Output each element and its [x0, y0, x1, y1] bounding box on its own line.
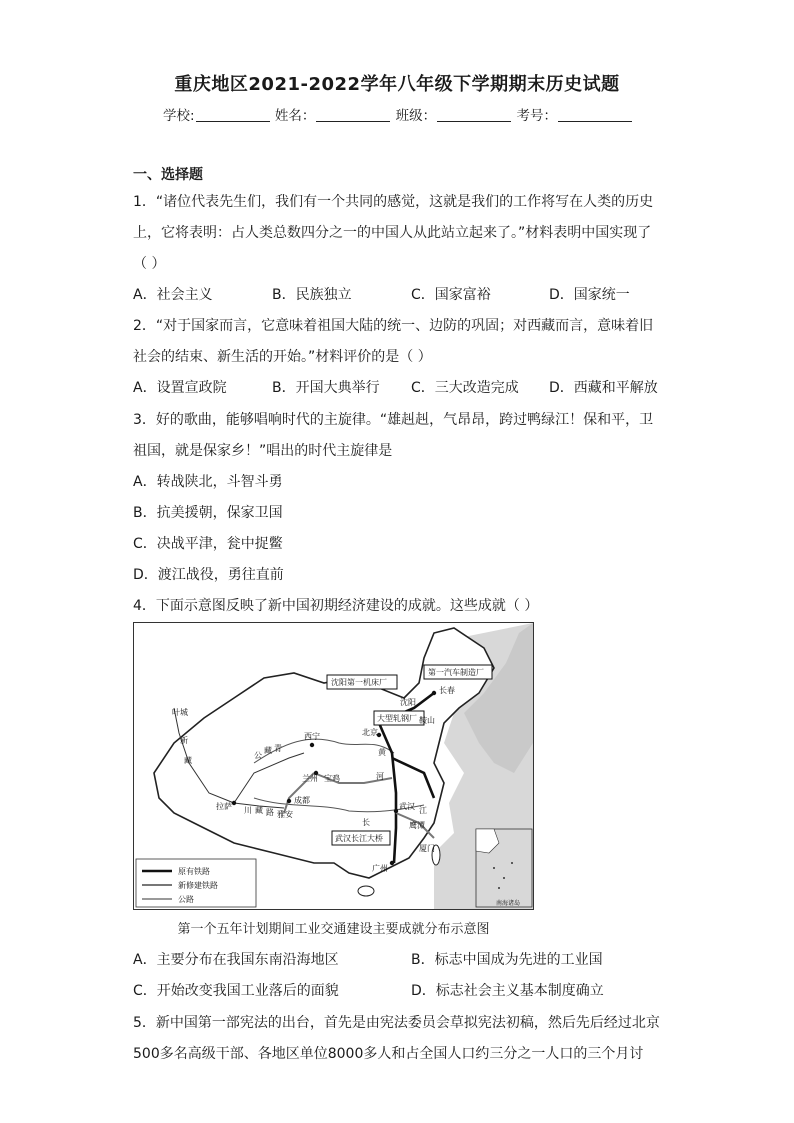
- box-wuhan-yangtze-bridge: [332, 831, 390, 845]
- q1-line-3: （ ）: [133, 256, 166, 272]
- q4-line-1: 4．下面示意图反映了新中国初期经济建设的成就。这些成就（ ）: [133, 598, 539, 614]
- q1-line-1: 1．“诸位代表先生们，我们有一个共同的感觉，这就是我们的工作将写在人类的历史: [133, 194, 654, 210]
- city-lhasa: 拉萨: [216, 802, 232, 811]
- area-char-4: 江: [419, 806, 427, 815]
- legend-old-railway: 原有铁路: [178, 867, 210, 876]
- city-wuhan: 武汉: [399, 802, 415, 811]
- q2-option-d[interactable]: D．西藏和平解放: [549, 380, 658, 396]
- name-label: 姓名：: [274, 108, 316, 124]
- city-beijing: 北京: [362, 728, 378, 737]
- q4-option-c[interactable]: C．开始改变我国工业落后的面貌: [133, 983, 339, 999]
- q2-line-1: 2．“对于国家而言，它意味着祖国大陆的统一、边防的巩固；对西藏而言，意味着旧: [133, 318, 654, 334]
- q1-option-c[interactable]: C．国家富裕: [411, 287, 491, 303]
- city-chengdu: 成都: [294, 796, 310, 805]
- q3-option-d[interactable]: D．渡江战役，勇往直前: [133, 567, 284, 583]
- q5-line-2: 500多名高级干部、各地区单位8000多人和占全国人口约三分之一人口的三个月讨: [133, 1046, 644, 1062]
- q2-line-2: 社会的结束、新生活的开始。”材料评价的是（ ）: [133, 349, 432, 365]
- q3-option-b[interactable]: B．抗美援朝，保家卫国: [133, 505, 283, 521]
- q4-option-d[interactable]: D．标志社会主义基本制度确立: [411, 983, 604, 999]
- road-char-6: 藏: [264, 746, 272, 755]
- number-field[interactable]: [558, 107, 632, 122]
- road-char-7: 新: [180, 736, 188, 745]
- label-steel-rolling-mill: 大型轧钢厂: [377, 714, 417, 723]
- q5-line-1: 5．新中国第一部宪法的出台，首先是由宪法委员会草拟宪法初稿，然后先后经过北京: [133, 1015, 660, 1031]
- q3-option-c[interactable]: C．决战平津，瓮中捉鳖: [133, 536, 283, 552]
- map-legend: [136, 859, 256, 907]
- legend-road: 公路: [178, 895, 194, 904]
- q3-option-a[interactable]: A．转战陕北，斗智斗勇: [133, 474, 283, 490]
- city-yecheng: 叶城: [172, 708, 188, 717]
- q2-option-a[interactable]: A．设置宣政院: [133, 380, 227, 396]
- road-char-5: 青: [274, 744, 282, 753]
- area-char-3: 长: [362, 818, 370, 827]
- city-changchun: 长春: [439, 686, 455, 695]
- label-first-auto-factory: 第一汽车制造厂: [428, 668, 484, 677]
- q1-option-a[interactable]: A．社会主义: [133, 287, 213, 303]
- exam-title: 重庆地区2021-2022学年八年级下学期期末历史试题: [174, 74, 620, 95]
- class-field[interactable]: [437, 107, 511, 122]
- map-caption: 第一个五年计划期间工业交通建设主要成就分布示意图: [177, 922, 490, 937]
- city-dot-changchun: [432, 691, 436, 695]
- map-graphic: [134, 623, 533, 909]
- student-info-line: [0, 104, 794, 124]
- q2-option-c[interactable]: C．三大改造完成: [411, 380, 519, 396]
- city-dot-wuhan: [394, 809, 398, 813]
- city-lanzhou: 兰州: [302, 774, 318, 783]
- first-five-year-plan-map: [133, 622, 534, 910]
- city-guangzhou: 广州: [372, 864, 388, 873]
- city-xining: 西宁: [304, 732, 320, 741]
- q3-line-2: 祖国，就是保家乡！”唱出的时代主旋律是: [133, 443, 393, 459]
- q4-option-b[interactable]: B．标志中国成为先进的工业国: [411, 952, 603, 968]
- q3-line-1: 3．好的歌曲，能够唱响时代的主旋律。“雄赳赳，气昂昂，跨过鸭绿江！保和平，卫: [133, 412, 654, 428]
- area-char-1: 黄: [378, 748, 386, 757]
- legend-new-railway: 新修建铁路: [178, 881, 218, 890]
- box-first-auto-factory: [424, 665, 492, 679]
- name-field[interactable]: [316, 107, 390, 122]
- city-xiamen: 厦门: [419, 844, 435, 853]
- school-field[interactable]: [196, 107, 270, 122]
- road-char-1: 公: [254, 751, 262, 760]
- city-dot-xining: [310, 743, 314, 747]
- city-yaan: 雅安: [277, 810, 293, 819]
- q1-option-d[interactable]: D．国家统一: [549, 287, 630, 303]
- road-char-3: 川: [244, 806, 252, 815]
- number-label: 考号：: [516, 108, 557, 124]
- city-shenyang: 沈阳: [400, 698, 416, 707]
- label-shenyang-machine-tool: 沈阳第一机床厂: [331, 678, 387, 687]
- class-label: 班级：: [395, 108, 437, 124]
- city-dot-lhasa: [232, 801, 236, 805]
- city-yingtan: 鹰潭: [409, 821, 425, 830]
- city-baoji: 宝鸡: [324, 774, 340, 783]
- inset-label: 南海诸岛: [496, 900, 521, 907]
- road-char-4: 藏: [255, 806, 263, 815]
- road-char-2: 路: [266, 808, 274, 817]
- section-title: 一、选择题: [133, 167, 203, 183]
- city-anshan: 鞍山: [419, 716, 435, 725]
- city-dot-chengdu: [287, 799, 291, 803]
- q4-option-a[interactable]: A．主要分布在我国东南沿海地区: [133, 952, 339, 968]
- q1-option-b[interactable]: B．民族独立: [272, 287, 352, 303]
- hainan-outline: [358, 886, 374, 896]
- road-char-8: 藏: [184, 756, 192, 765]
- q2-option-b[interactable]: B．开国大典举行: [272, 380, 380, 396]
- school-label: 学校:: [163, 108, 195, 124]
- box-shenyang-machine-tool: [327, 675, 397, 689]
- south-china-sea-inset: [476, 829, 532, 907]
- q1-line-2: 上，它将表明：占人类总数四分之一的中国人从此站立起来了。”材料表明中国实现了: [133, 225, 652, 241]
- area-char-2: 河: [376, 772, 384, 781]
- city-dot-guangzhou: [390, 861, 394, 865]
- label-wuhan-yangtze-bridge: 武汉长江大桥: [335, 834, 383, 843]
- box-steel-rolling-mill: [374, 711, 424, 725]
